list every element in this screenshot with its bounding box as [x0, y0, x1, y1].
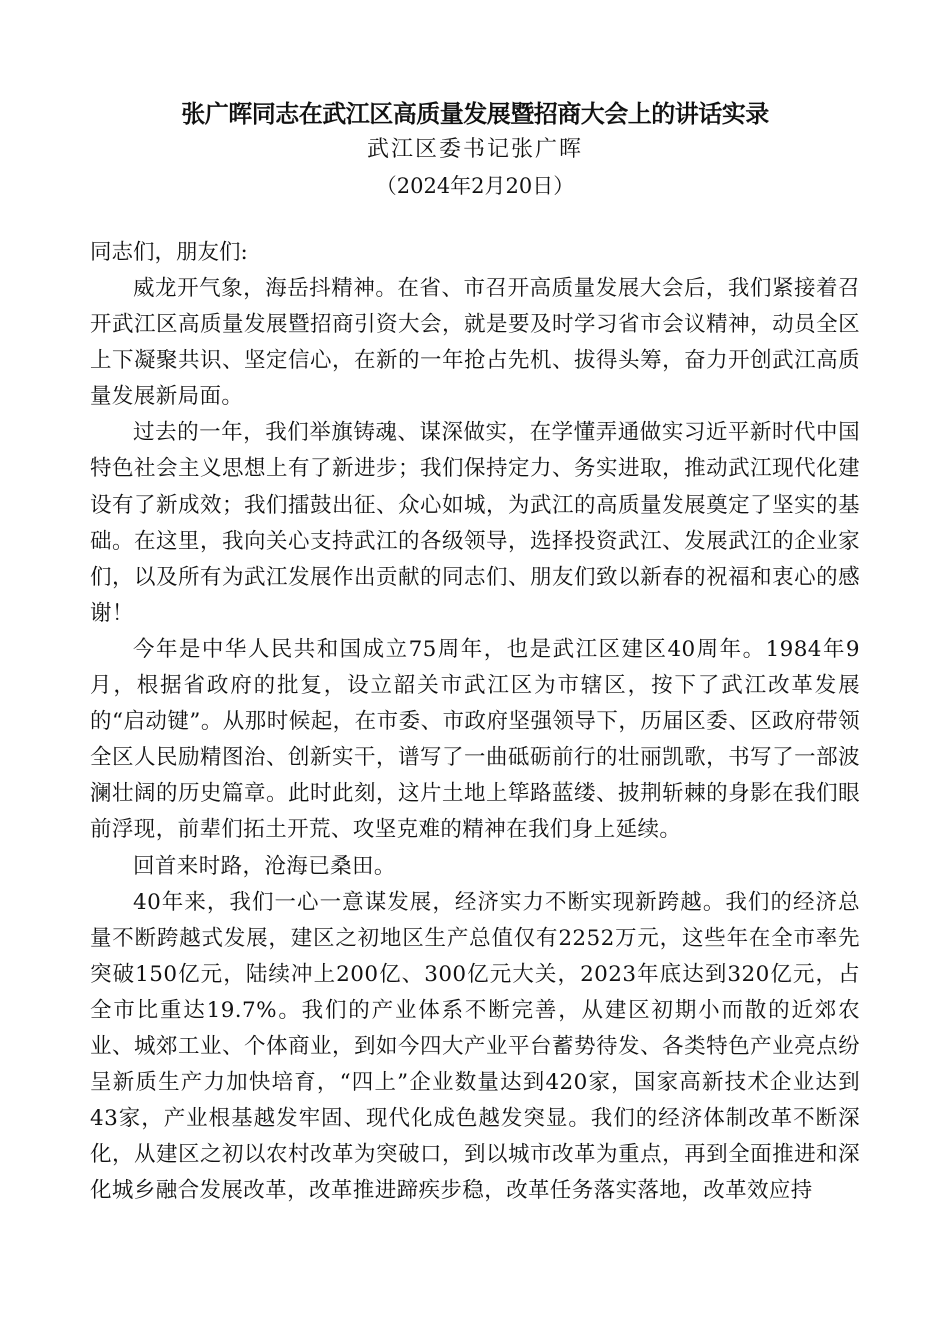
document-author: 武江区委书记张广晖 — [366, 137, 583, 162]
document-page — [90, 96, 860, 1209]
paragraph-3: 今年是中华人民共和国成立75周年，也是武江区建区40周年。1984年9月，根据省政府的批复，设立韶关市武江区为市辖区，按下了武江改革发展的“启动键”。从那时候起，在市委、市政府坚强领导下，历届区委、区政府带领全区人民励精图治、创新实干，谱写了一曲砥砺前行的壮丽凯歌，书写了一部波澜壮阔的历史篇章。此时此刻，这片土地上筚路蓝缕、披荆斩棘的身影在我们眼前浮现，前辈们拓土开荒、攻坚克难的精神在我们身上延续。 — [90, 636, 860, 843]
paragraph-1: 威龙开气象，海岳抖精神。在省、市召开高质量发展大会后，我们紧接着召开武江区高质量发展暨招商引资大会，就是要及时学习省市会议精神，动员全区上下凝聚共识、坚定信心，在新的一年抢占先机、拔得头筹，奋力开创武江高质量发展新局面。 — [90, 276, 860, 410]
paragraph-2: 过去的一年，我们举旗铸魂、谋深做实，在学懂弄通做实习近平新时代中国特色社会主义思想上有了新进步；我们保持定力、务实进取，推动武江现代化建设有了新成效；我们擂鼓出征、众心如城，为武江的高质量发展奠定了坚实的基础。在这里，我向关心支持武江的各级领导，选择投资武江、发展武江的企业家们，以及所有为武江发展作出贡献的同志们、朋友们致以新春的祝福和衷心的感谢！ — [90, 420, 860, 626]
paragraph-4: 回首来时路，沧海已桑田。 — [133, 853, 396, 879]
document-date: （2024年2月20日） — [375, 174, 575, 198]
salutation: 同志们，朋友们: — [90, 240, 248, 265]
paragraph-5: 40年来，我们一心一意谋发展，经济实力不断实现新跨越。我们的经济总量不断跨越式发展，建区之初地区生产总值仅有2252万元，这些年在全市率先突破150亿元，陆续冲上200亿、300亿元大关，2023年底达到320亿元，占全市比重达19.7%。我们的产业体系不断完善，从建区初期小而散的近郊农业、城郊工业、个体商业，到如今四大产业平台蓄势待发、各类特色产业亮点纷呈新质生产力加快培育，“四上”企业数量达到420家，国家高新技术企业达到43家，产业根基越发牢固、现代化成色越发突显。我们的经济体制改革不断深化，从建区之初以农村改革为突破口，到以城市改革为重点，再到全面推进和深化城乡融合发展改革，改革推进蹄疾步稳，改革任务落实落地，改革效应持 — [90, 889, 860, 1204]
document-title: 张广晖同志在武江区高质量发展暨招商大会上的讲话实录 — [181, 99, 769, 128]
document-body — [90, 235, 860, 1209]
